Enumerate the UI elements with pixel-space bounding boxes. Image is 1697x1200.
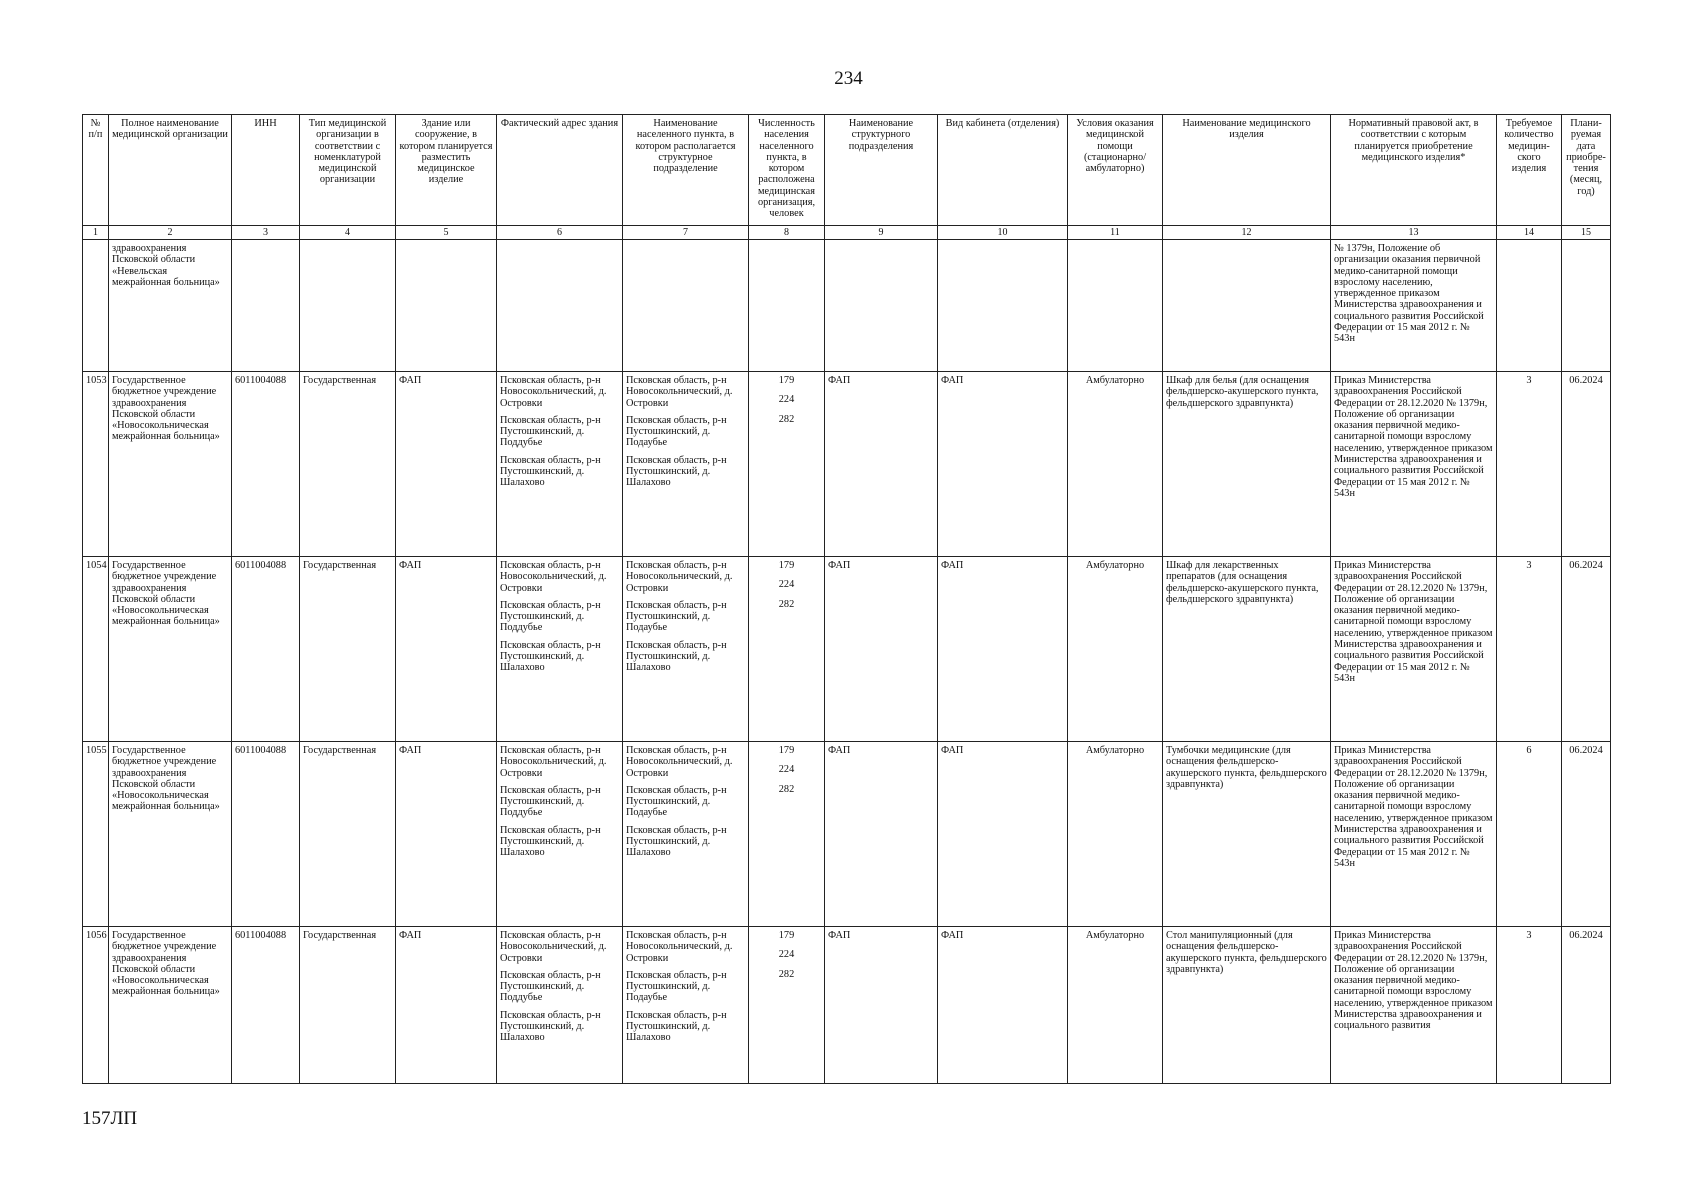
cell-qty: 6 (1497, 742, 1562, 927)
column-number: 10 (938, 226, 1068, 240)
column-number: 1 (83, 226, 109, 240)
table-row (83, 927, 1611, 1084)
cell-inn: 6011004088 (232, 742, 300, 927)
population-entry: 224 (778, 579, 795, 591)
address-entry: Псковская область, р-н Пустошкинский, д. Поддубье (500, 784, 601, 819)
column-number: 14 (1497, 226, 1562, 240)
population-entry: 179 (778, 560, 795, 571)
cell-num: 1054 (83, 557, 109, 742)
cell-device (1163, 240, 1331, 372)
cell-settlement (623, 927, 749, 1084)
address-entry: Псковская область, р-н Пустошкинский, д. Шалахово (500, 1009, 601, 1044)
cell-cabinet: ФАП (938, 372, 1068, 557)
cell-population (749, 240, 825, 372)
column-number-row (83, 226, 1611, 240)
cell-inn (232, 240, 300, 372)
column-number: 5 (396, 226, 497, 240)
settlement-entry: Псковская область, р-н Новосокольнический, д. Островки (626, 930, 733, 964)
continuation-row (83, 240, 1611, 372)
cell-act: Приказ Министерства здравоохранения Российской Федерации от 28.12.2020 № 1379н, Положение об организации оказания первичной медико-санитарной помощи взрослому населению, утвержденное приказом Министерства здравоохранения и социального развития (1331, 927, 1497, 1084)
header-cell: Здание или сооружение, в котором планируется разместить медицинское изделие (396, 115, 497, 226)
settlement-entry: Псковская область, р-н Пустошкинский, д. Подаубье (626, 969, 727, 1004)
cell-address (497, 927, 623, 1084)
cell-num: 1053 (83, 372, 109, 557)
address-entry: Псковская область, р-н Новосокольнический, д. Островки (500, 560, 607, 594)
cell-building: ФАП (396, 557, 497, 742)
cell-conditions: Амбулаторно (1068, 927, 1163, 1084)
cell-type (300, 240, 396, 372)
cell-num: 1055 (83, 742, 109, 927)
cell-population (749, 372, 825, 557)
address-entry: Псковская область, р-н Пустошкинский, д. Шалахово (500, 824, 601, 859)
header-cell: Нормативный правовой акт, в соответствии с которым планируется приобретение медицинского изделия* (1331, 115, 1497, 226)
column-number: 6 (497, 226, 623, 240)
cell-qty: 3 (1497, 927, 1562, 1084)
cell-act: Приказ Министерства здравоохранения Российской Федерации от 28.12.2020 № 1379н, Положение об организации оказания первичной медико-санитарной помощи взрослому населению, утвержденное приказом Министерства здравоохранения и социального развития Российской Федерации от 15 мая 2012 г. № 543н (1331, 372, 1497, 557)
column-number: 9 (825, 226, 938, 240)
cell-cabinet (938, 240, 1068, 372)
settlement-entry: Псковская область, р-н Пустошкинский, д. Шалахово (626, 824, 727, 859)
header-cell: Наименование структурного подразделения (825, 115, 938, 226)
table-row (83, 372, 1611, 557)
cell-building (396, 240, 497, 372)
table-row (83, 742, 1611, 927)
settlement-entry: Псковская область, р-н Пустошкинский, д. Подаубье (626, 414, 727, 449)
cell-inn: 6011004088 (232, 372, 300, 557)
cell-building: ФАП (396, 372, 497, 557)
cell-date: 06.2024 (1562, 927, 1611, 1084)
cell-date: 06.2024 (1562, 742, 1611, 927)
cell-cabinet: ФАП (938, 557, 1068, 742)
cell-subdivision: ФАП (825, 742, 938, 927)
cell-inn: 6011004088 (232, 927, 300, 1084)
cell-conditions: Амбулаторно (1068, 372, 1163, 557)
column-number: 12 (1163, 226, 1331, 240)
header-cell: ИНН (232, 115, 300, 226)
cell-date: 06.2024 (1562, 372, 1611, 557)
registry-table (82, 114, 1611, 1084)
cell-type: Государственная (300, 372, 396, 557)
cell-inn: 6011004088 (232, 557, 300, 742)
cell-qty: 3 (1497, 557, 1562, 742)
cell-device: Тумбочки медицинские (для оснащения фельдшерско-акушерского пункта, фельдшерского здравпункта) (1163, 742, 1331, 927)
cell-building: ФАП (396, 927, 497, 1084)
cell-subdivision: ФАП (825, 557, 938, 742)
address-entry: Псковская область, р-н Пустошкинский, д. Шалахово (500, 639, 601, 674)
page-number: 234 (834, 68, 863, 89)
cell-address (497, 557, 623, 742)
population-entry: 179 (778, 930, 795, 941)
address-entry: Псковская область, р-н Новосокольнический, д. Островки (500, 745, 607, 779)
population-entry: 224 (778, 764, 795, 776)
population-entry: 179 (778, 745, 795, 756)
cell-building: ФАП (396, 742, 497, 927)
column-number: 15 (1562, 226, 1611, 240)
cell-population (749, 557, 825, 742)
cell-num (83, 240, 109, 372)
cell-conditions (1068, 240, 1163, 372)
cell-settlement (623, 240, 749, 372)
population-entry: 224 (778, 394, 795, 406)
address-entry: Псковская область, р-н Пустошкинский, д. Поддубье (500, 969, 601, 1004)
cell-org: Государственное бюджетное учреждение здравоохранения Псковской области «Новосокольническая межрайонная больница» (109, 927, 232, 1084)
settlement-entry: Псковская область, р-н Новосокольнический, д. Островки (626, 560, 733, 594)
header-cell: Наименование медицинского изделия (1163, 115, 1331, 226)
column-number: 3 (232, 226, 300, 240)
column-number: 2 (109, 226, 232, 240)
settlement-entry: Псковская область, р-н Новосокольнический, д. Островки (626, 745, 733, 779)
cell-subdivision (825, 240, 938, 372)
cell-subdivision: ФАП (825, 927, 938, 1084)
cell-conditions: Амбулаторно (1068, 742, 1163, 927)
header-cell: Вид кабинета (отделения) (938, 115, 1068, 226)
address-entry: Псковская область, р-н Новосокольнический, д. Островки (500, 930, 607, 964)
settlement-entry: Псковская область, р-н Пустошкинский, д. Шалахово (626, 454, 727, 489)
cell-org: здравоохранения Псковской области «Невельская межрайонная больница» (109, 240, 232, 372)
cell-population (749, 927, 825, 1084)
settlement-entry: Псковская область, р-н Новосокольнический, д. Островки (626, 375, 733, 409)
settlement-entry: Псковская область, р-н Пустошкинский, д. Шалахово (626, 639, 727, 674)
header-cell: № п/п (83, 115, 109, 226)
population-entry: 179 (778, 375, 795, 386)
population-entry: 282 (778, 598, 795, 610)
cell-cabinet: ФАП (938, 927, 1068, 1084)
cell-date: 06.2024 (1562, 557, 1611, 742)
settlement-entry: Псковская область, р-н Пустошкинский, д. Подаубье (626, 784, 727, 819)
cell-org: Государственное бюджетное учреждение здравоохранения Псковской области «Новосокольническая межрайонная больница» (109, 742, 232, 927)
table-row (83, 557, 1611, 742)
header-cell: Условия оказания медицинской помощи (стационарно/ амбулаторно) (1068, 115, 1163, 226)
header-cell: Численность населения населенного пункта, в котором расположена медицинская организация, человек (749, 115, 825, 226)
cell-type: Государственная (300, 557, 396, 742)
cell-cabinet: ФАП (938, 742, 1068, 927)
header-row (83, 115, 1611, 226)
column-number: 8 (749, 226, 825, 240)
address-entry: Псковская область, р-н Пустошкинский, д. Поддубье (500, 599, 601, 634)
column-number: 11 (1068, 226, 1163, 240)
document-code: 157ЛП (82, 1108, 138, 1129)
column-number: 7 (623, 226, 749, 240)
column-number: 4 (300, 226, 396, 240)
cell-qty: 3 (1497, 372, 1562, 557)
population-entry: 282 (778, 968, 795, 980)
cell-act: Приказ Министерства здравоохранения Российской Федерации от 28.12.2020 № 1379н, Положение об организации оказания первичной медико-санитарной помощи взрослому населению, утвержденное приказом Министерства здравоохранения и социального развития Российской Федерации от 15 мая 2012 г. № 543н (1331, 742, 1497, 927)
header-cell: Тип медицинской организации в соответствии с номенклатурой медицинской организации (300, 115, 396, 226)
address-entry: Псковская область, р-н Пустошкинский, д. Поддубье (500, 414, 601, 449)
settlement-entry: Псковская область, р-н Пустошкинский, д. Шалахово (626, 1009, 727, 1044)
cell-type: Государственная (300, 742, 396, 927)
cell-settlement (623, 372, 749, 557)
column-number: 13 (1331, 226, 1497, 240)
cell-num: 1056 (83, 927, 109, 1084)
cell-act: Приказ Министерства здравоохранения Российской Федерации от 28.12.2020 № 1379н, Положение об организации оказания первичной медико-санитарной помощи взрослому населению, утвержденное приказом Министерства здравоохранения и социального развития Российской Федерации от 15 мая 2012 г. № 543н (1331, 557, 1497, 742)
population-entry: 282 (778, 783, 795, 795)
cell-address (497, 742, 623, 927)
cell-act: № 1379н, Положение об организации оказания первичной медико-санитарной помощи взрослому населению, утвержденное приказом Министерства здравоохранения и социального развития Российской Федерации от 15 мая 2012 г. № 543н (1331, 240, 1497, 372)
address-entry: Псковская область, р-н Пустошкинский, д. Шалахово (500, 454, 601, 489)
cell-subdivision: ФАП (825, 372, 938, 557)
header-cell: Полное наименование медицинской организации (109, 115, 232, 226)
header-cell: Наименование населенного пункта, в котором располагается структурное подразделение (623, 115, 749, 226)
cell-org: Государственное бюджетное учреждение здравоохранения Псковской области «Новосокольническая межрайонная больница» (109, 557, 232, 742)
cell-qty (1497, 240, 1562, 372)
address-entry: Псковская область, р-н Новосокольнический, д. Островки (500, 375, 607, 409)
cell-address (497, 372, 623, 557)
cell-device: Стол манипуляционный (для оснащения фельдшерско-акушерского пункта, фельдшерского здравпункта) (1163, 927, 1331, 1084)
cell-settlement (623, 742, 749, 927)
cell-conditions: Амбулаторно (1068, 557, 1163, 742)
cell-device: Шкаф для лекарственных препаратов (для оснащения фельдшерско-акушерского пункта, фельдшерского здравпункта) (1163, 557, 1331, 742)
cell-address (497, 240, 623, 372)
cell-device: Шкаф для белья (для оснащения фельдшерско-акушерского пункта, фельдшерского здравпункта) (1163, 372, 1331, 557)
population-entry: 282 (778, 413, 795, 425)
header-cell: Требуемое количество медицин-ского изделия (1497, 115, 1562, 226)
population-entry: 224 (778, 949, 795, 961)
header-cell: Фактический адрес здания (497, 115, 623, 226)
settlement-entry: Псковская область, р-н Пустошкинский, д. Подаубье (626, 599, 727, 634)
cell-population (749, 742, 825, 927)
cell-settlement (623, 557, 749, 742)
cell-type: Государственная (300, 927, 396, 1084)
cell-date (1562, 240, 1611, 372)
cell-org: Государственное бюджетное учреждение здравоохранения Псковской области «Новосокольническая межрайонная больница» (109, 372, 232, 557)
header-cell: Плани-руемая дата приобре-тения (месяц, год) (1562, 115, 1611, 226)
